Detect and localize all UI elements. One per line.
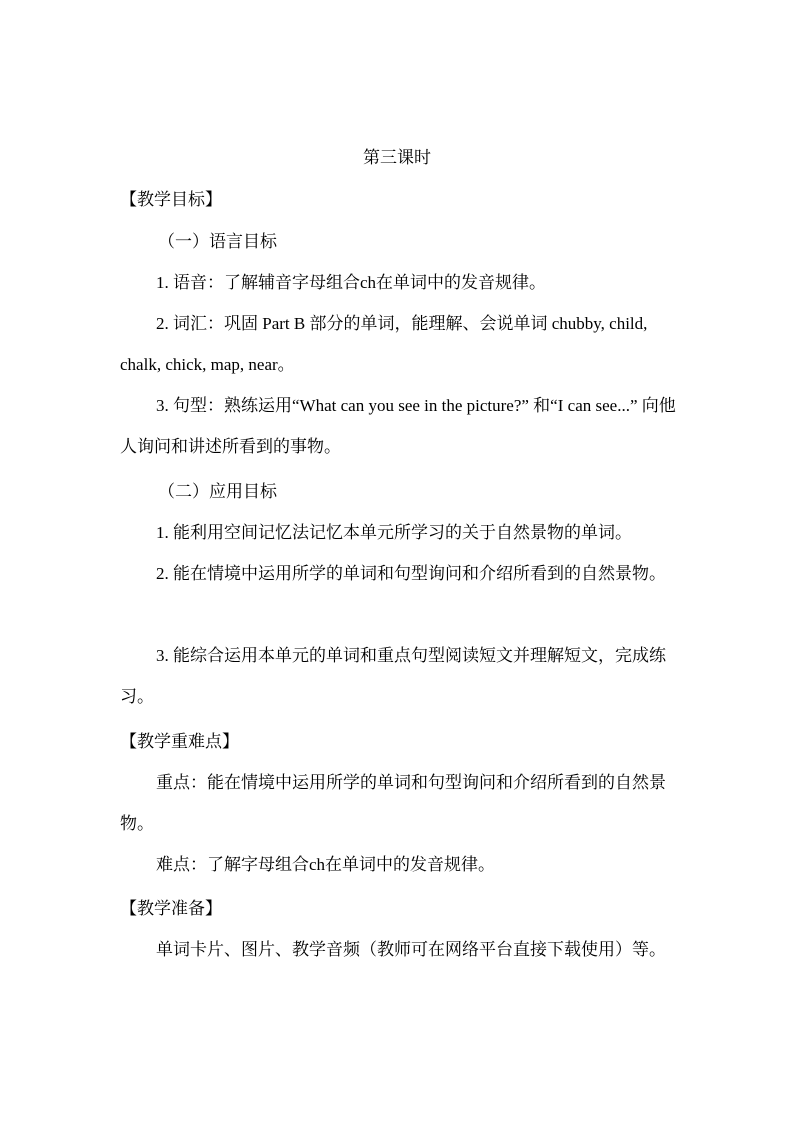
language-goals-heading: （一）语言目标: [158, 232, 277, 251]
application-goal-item: 2. 能在情境中运用所学的单词和句型询问和介绍所看到的自然景物。: [156, 564, 666, 583]
key-points-heading: 【教学重难点】: [120, 732, 239, 751]
objectives-heading: 【教学目标】: [120, 190, 222, 209]
application-goal-item: 1. 能利用空间记忆法记忆本单元所学习的关于自然景物的单词。: [156, 523, 632, 542]
focus-point: 重点：能在情境中运用所学的单词和句型询问和介绍所看到的自然景物。: [120, 773, 666, 833]
language-goal-item: 3. 句型：熟练运用“What can you see in the picture?” 和“I can see...” 向他人询问和讲述所看到的事物。: [120, 396, 676, 456]
preparation-content: 单词卡片、图片、教学音频（教师可在网络平台直接下载使用）等。: [156, 940, 666, 959]
language-goal-item: 2. 词汇：巩固 Part B 部分的单词，能理解、会说单词 chubby, child, chalk, chick, map, near。: [120, 314, 648, 374]
application-goals-heading: （二）应用目标: [158, 482, 277, 501]
language-goal-item: 1. 语音：了解辅音字母组合ch在单词中的发音规律。: [156, 273, 547, 292]
difficulty-point: 难点：了解字母组合ch在单词中的发音规律。: [156, 855, 496, 874]
preparation-heading: 【教学准备】: [120, 899, 222, 918]
application-goal-item: 3. 能综合运用本单元的单词和重点句型阅读短文并理解短文，完成练习。: [120, 646, 666, 706]
lesson-title: 第三课时: [363, 148, 431, 167]
